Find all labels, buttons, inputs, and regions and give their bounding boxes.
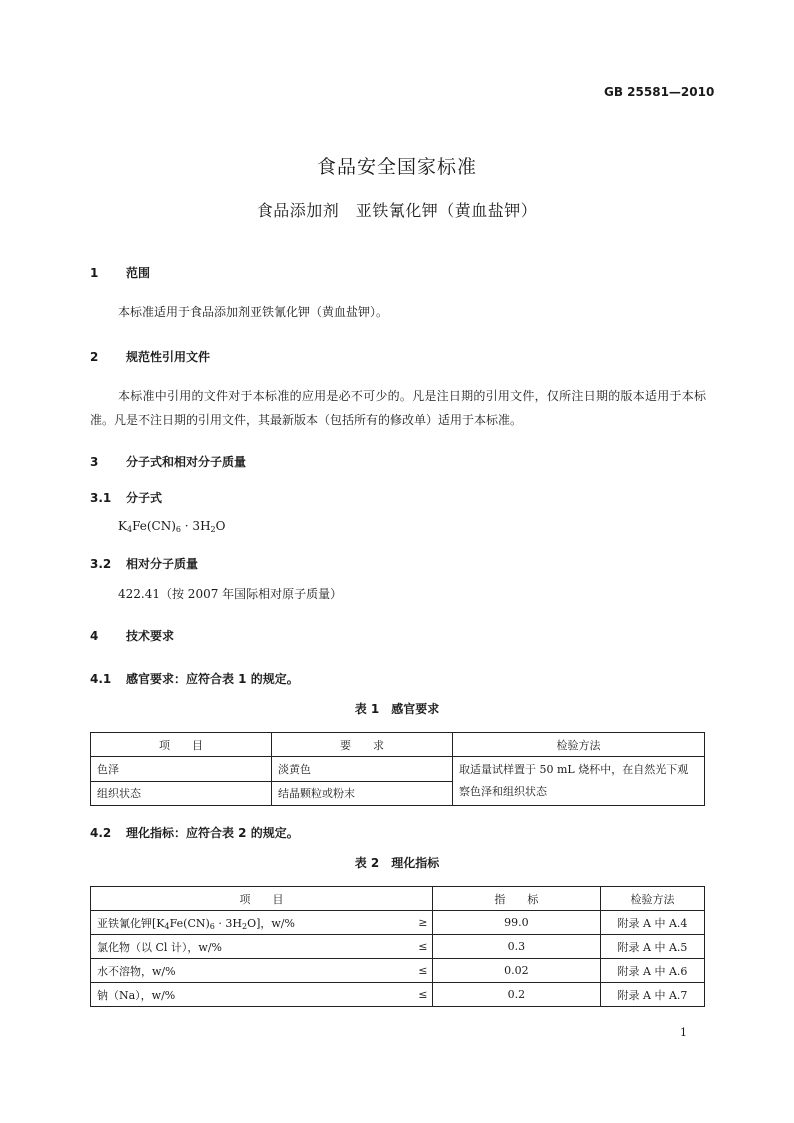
molecular-formula: $K_4Fe(CN)_6 \cdot 3H_2O$ xyxy=(118,519,226,534)
table-cell: 0.3 xyxy=(432,935,600,959)
table-header-row xyxy=(91,887,705,911)
table-1-caption: 表 1 感官要求 xyxy=(354,702,440,716)
table-cell: 0.02 xyxy=(432,959,600,983)
section-1-text: 本标准适用于食品添加剂亚铁氰化钾（黄血盐钾）。 xyxy=(118,305,389,319)
section-number: 3.1 xyxy=(90,491,112,505)
comparison-symbol: ≤ xyxy=(414,983,433,1007)
table-cell: 0.2 xyxy=(432,983,600,1007)
section-title: 理化指标：应符合表 2 的规定。 xyxy=(126,826,299,840)
table-header: 检验方法 xyxy=(600,887,704,911)
comparison-symbol: ≥ xyxy=(414,911,433,935)
table-cell: 取适量试样置于 50 mL 烧杯中，在自然光下观察色泽和组织状态 xyxy=(453,757,705,806)
table-header: 检验方法 xyxy=(453,733,705,757)
table-cell: 99.0 xyxy=(432,911,600,935)
table-row xyxy=(91,757,705,782)
section-4-1-heading xyxy=(90,670,299,687)
table-cell: 色泽 xyxy=(91,757,272,782)
table-cell: 附录 A 中 A.4 xyxy=(600,911,704,935)
section-title: 相对分子质量 xyxy=(126,557,199,571)
section-number: 4.2 xyxy=(90,826,112,840)
section-number: 3.2 xyxy=(90,557,112,571)
table-cell: 淡黄色 xyxy=(272,757,453,782)
section-3-1-heading xyxy=(90,489,162,506)
section-title: 技术要求 xyxy=(126,629,175,643)
table-row xyxy=(91,935,705,959)
table-header: 指 标 xyxy=(432,887,600,911)
section-1-heading xyxy=(90,264,150,281)
table-header: 项 目 xyxy=(91,733,272,757)
section-4-2-heading xyxy=(90,824,299,841)
section-number: 1 xyxy=(90,266,99,280)
section-number: 4.1 xyxy=(90,672,112,686)
table-header: 项 目 xyxy=(91,887,433,911)
standard-code: GB 25581—2010 xyxy=(604,85,715,99)
table-cell: 附录 A 中 A.5 xyxy=(600,935,704,959)
table-row xyxy=(91,911,705,935)
table-cell: 附录 A 中 A.7 xyxy=(600,983,704,1007)
section-number: 4 xyxy=(90,629,99,643)
table-header: 要 求 xyxy=(272,733,453,757)
document-subtitle: 食品添加剂 亚铁氰化钾（黄血盐钾） xyxy=(256,201,538,220)
section-2-text: 本标准中引用的文件对于本标准的应用是必不可少的。凡是注日期的引用文件，仅所注日期的版本适用于本标准。凡是不注日期的引用文件，其最新版本（包括所有的修改单）适用于本标准。 xyxy=(90,389,706,427)
table-cell: 亚铁氰化钾$[K_4Fe(CN)_6 \cdot 3H_2O]$，w/% xyxy=(91,911,414,935)
molecular-mass: 422.41（按 2007 年国际相对原子质量） xyxy=(118,587,343,601)
section-3-heading xyxy=(90,453,246,470)
document-title: 食品安全国家标准 xyxy=(316,156,477,178)
comparison-symbol: ≤ xyxy=(414,935,433,959)
section-number: 3 xyxy=(90,455,99,469)
page-number: 1 xyxy=(680,1026,687,1039)
table-cell: 附录 A 中 A.6 xyxy=(600,959,704,983)
section-title: 感官要求：应符合表 1 的规定。 xyxy=(126,672,299,686)
section-4-heading xyxy=(90,627,174,644)
section-3-2-heading xyxy=(90,555,198,572)
table-row xyxy=(91,959,705,983)
comparison-symbol: ≤ xyxy=(414,959,433,983)
table-2 xyxy=(90,886,705,1007)
table-cell: 水不溶物，w/% xyxy=(91,959,414,983)
section-title: 分子式和相对分子质量 xyxy=(126,455,247,469)
table-2-caption: 表 2 理化指标 xyxy=(354,856,440,870)
table-cell: 氯化物（以 Cl 计），w/% xyxy=(91,935,414,959)
table-cell: 组织状态 xyxy=(91,781,272,806)
table-1 xyxy=(90,732,705,806)
section-title: 规范性引用文件 xyxy=(126,350,211,364)
section-number: 2 xyxy=(90,350,99,364)
table-cell: 结晶颗粒或粉末 xyxy=(272,781,453,806)
table-header-row xyxy=(91,733,705,757)
section-2-heading xyxy=(90,348,210,365)
table-row xyxy=(91,983,705,1007)
section-title: 范围 xyxy=(126,266,151,280)
table-cell: 钠（Na），w/% xyxy=(91,983,414,1007)
section-title: 分子式 xyxy=(126,491,163,505)
